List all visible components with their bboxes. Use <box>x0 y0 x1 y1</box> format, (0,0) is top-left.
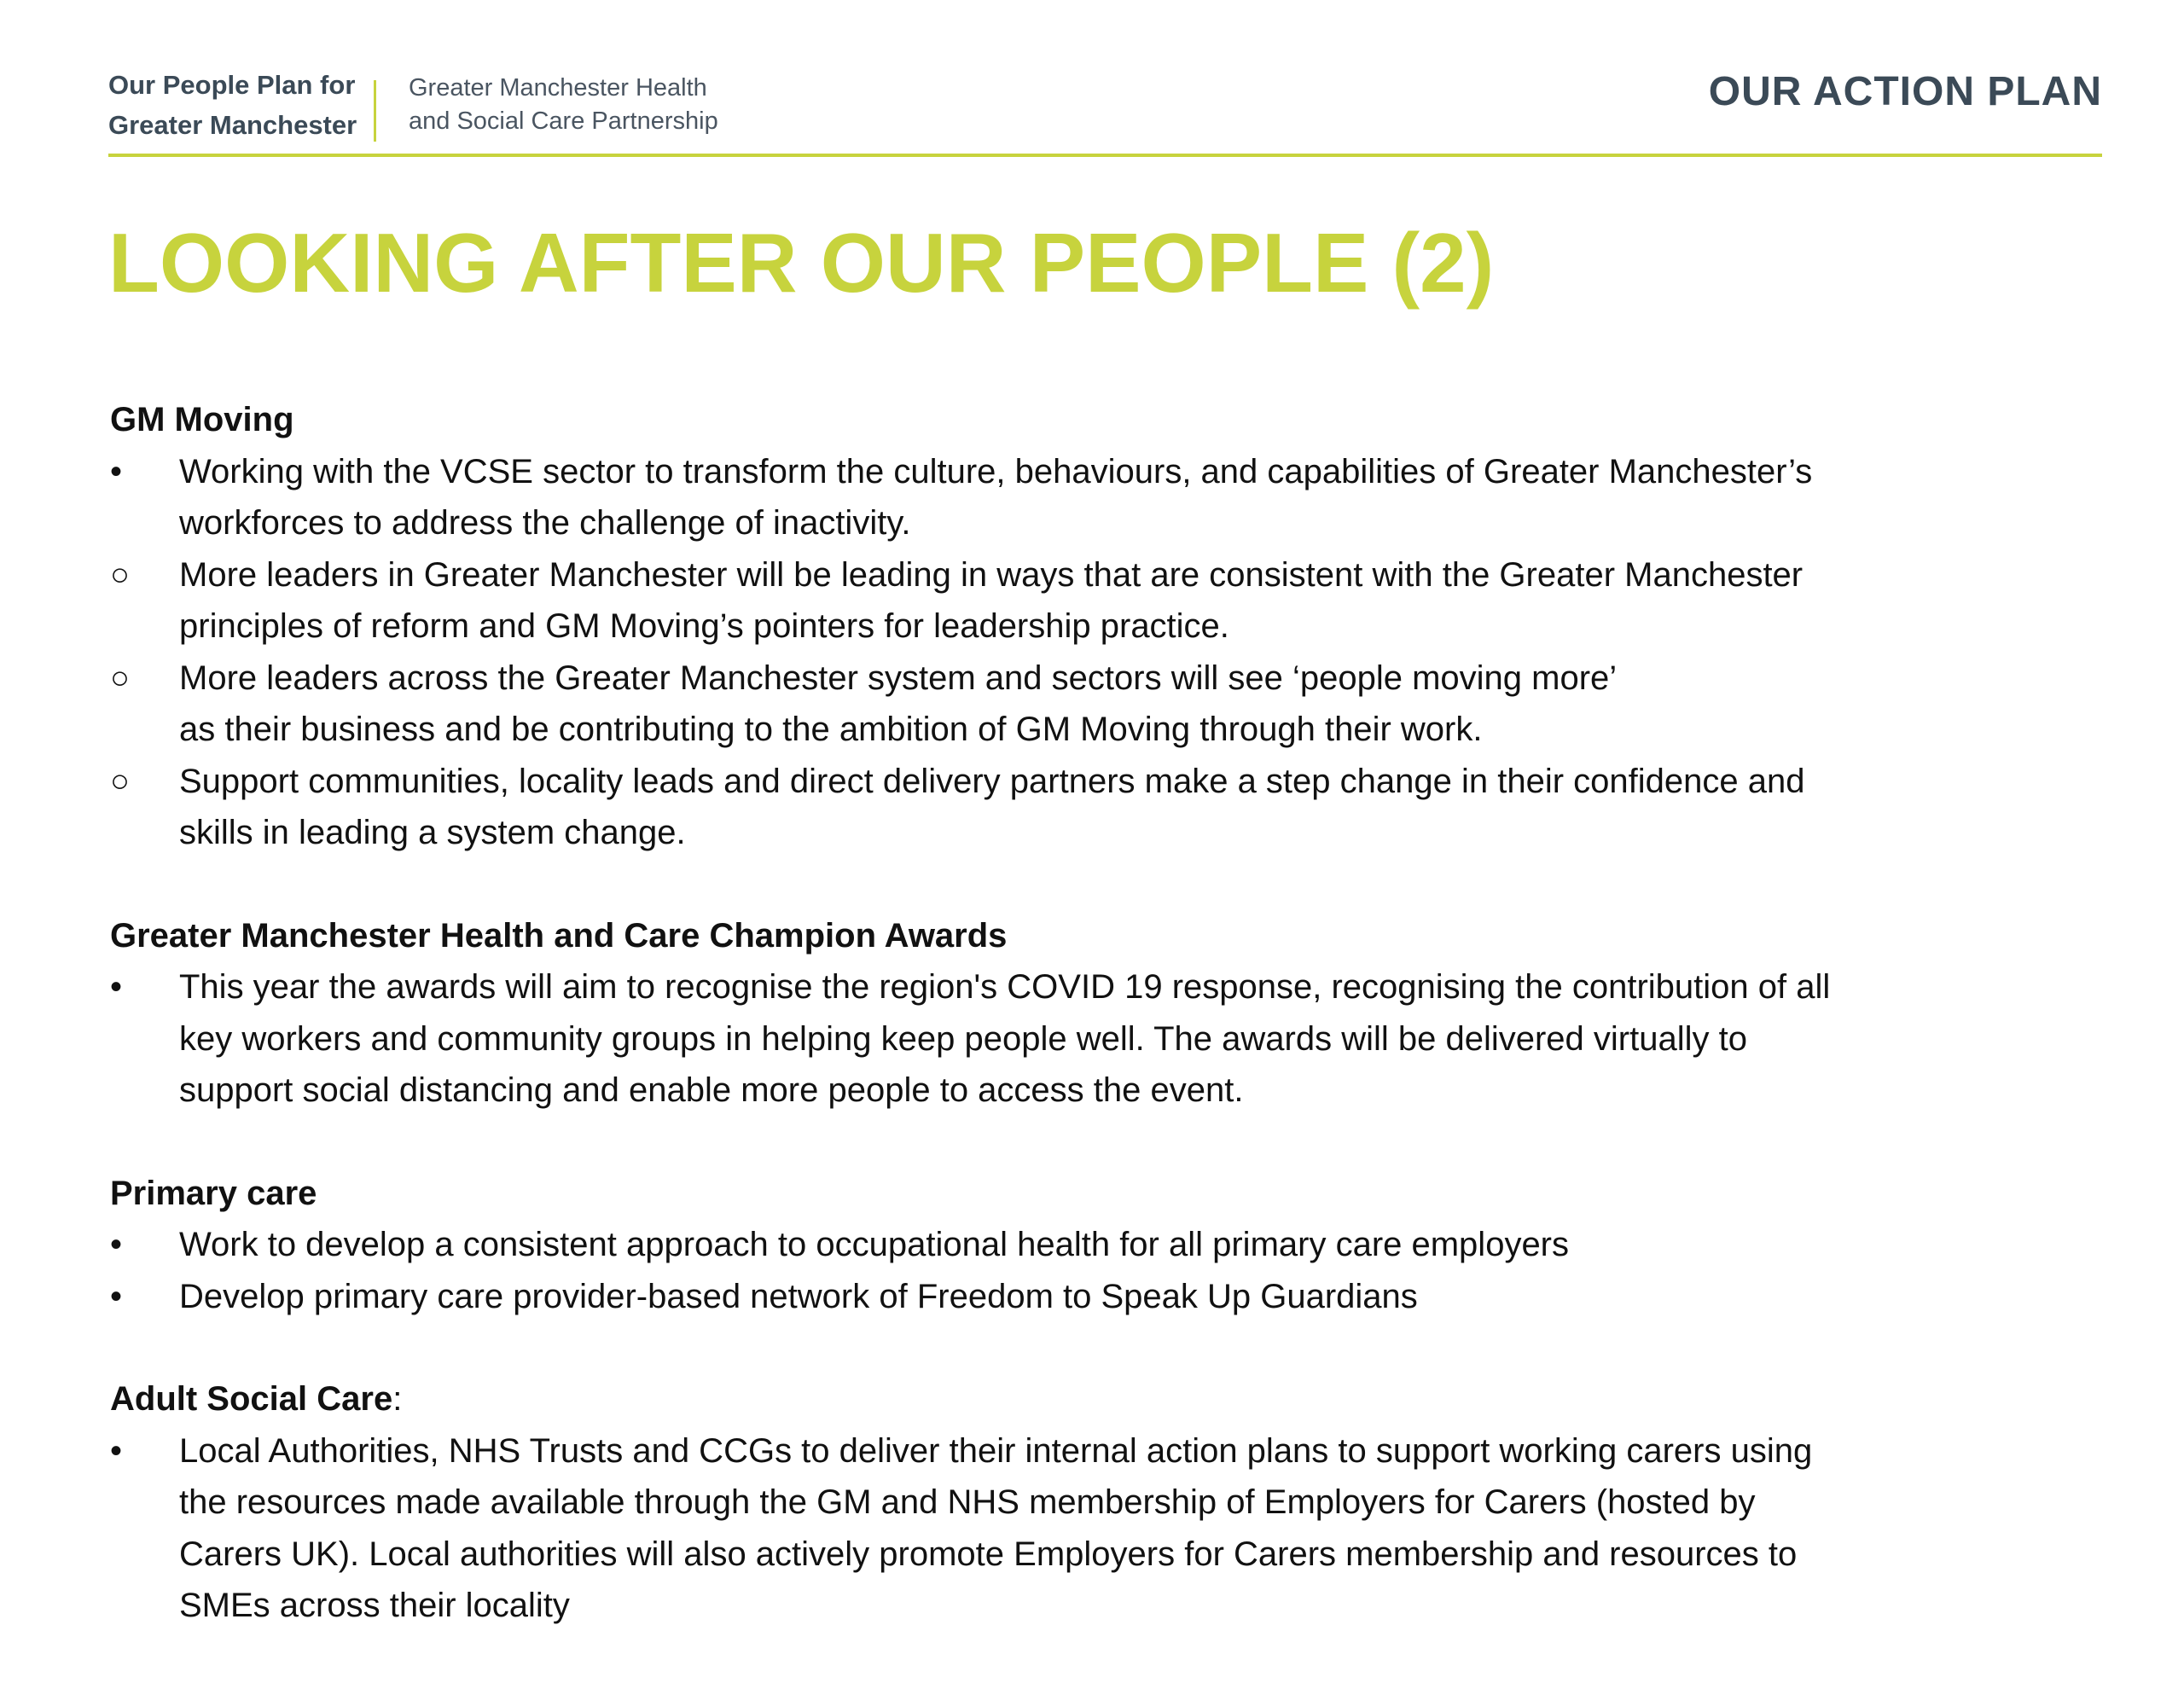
section-heading: Adult Social Care <box>110 1380 393 1418</box>
bullet-icon: • <box>110 1226 123 1263</box>
page-title: LOOKING AFTER OUR PEOPLE (2) <box>108 216 1495 310</box>
section-adult-social-care <box>110 1373 2098 1632</box>
list-item <box>110 1271 2098 1323</box>
brand-secondary <box>409 72 718 138</box>
item-line: More leaders across the Greater Manchester system and sectors will see ‘people moving more’ <box>179 659 1618 697</box>
section-primary-care <box>110 1168 2098 1323</box>
list-item <box>110 446 2098 549</box>
item-line: Carers UK). Local authorities will also actively promote Employers for Carers membership and resources to <box>179 1535 1798 1573</box>
section-heading-row <box>110 1373 2098 1425</box>
heading-suffix: : <box>392 1380 403 1418</box>
item-line: the resources made available through the GM and NHS membership of Employers for Carers (hosted by <box>179 1483 1756 1521</box>
hollow-bullet-icon: ○ <box>110 763 130 799</box>
section-heading: Primary care <box>110 1174 317 1212</box>
item-line: SMEs across their locality <box>179 1587 570 1624</box>
content <box>110 394 2098 1683</box>
item-line: workforces to address the challenge of inactivity. <box>179 504 911 542</box>
item-line: This year the awards will aim to recognise the region's COVID 19 response, recognising the contribution of all <box>179 968 1831 1006</box>
list-item <box>110 961 2098 1117</box>
list-item <box>110 549 2098 653</box>
bullet-icon: • <box>110 452 123 490</box>
brand-primary <box>108 65 357 145</box>
brand-primary-line: Greater Manchester <box>108 110 357 140</box>
list-item <box>110 1219 2098 1271</box>
item-line: More leaders in Greater Manchester will be leading in ways that are consistent with the Greater Manchester <box>179 555 1804 594</box>
list-item <box>110 653 2098 756</box>
header-rule <box>108 154 2102 157</box>
item-line: Support communities, locality leads and direct delivery partners make a step change in their confidence and <box>179 762 1805 800</box>
item-line: Develop primary care provider-based network of Freedom to Speak Up Guardians <box>179 1277 1418 1315</box>
section-heading: GM Moving <box>110 401 294 438</box>
list-item <box>110 1425 2098 1632</box>
section-champion-awards <box>110 910 2098 1117</box>
section-heading: Greater Manchester Health and Care Champion Awards <box>110 916 1008 955</box>
hollow-bullet-icon: ○ <box>110 556 130 593</box>
bullet-icon: • <box>110 1277 123 1315</box>
item-line: principles of reform and GM Moving’s pointers for leadership practice. <box>179 607 1229 645</box>
brand-primary-line: Our People Plan for <box>108 70 356 100</box>
brand-secondary-line: and Social Care Partnership <box>409 107 718 135</box>
section-gm-moving <box>110 394 2098 859</box>
hollow-bullet-icon: ○ <box>110 659 130 696</box>
section-label: OUR ACTION PLAN <box>1708 69 2102 114</box>
item-line: Work to develop a consistent approach to occupational health for all primary care employers <box>179 1226 1570 1263</box>
item-line: skills in leading a system change. <box>179 814 686 851</box>
brand-secondary-line: Greater Manchester Health <box>409 74 707 102</box>
brand-divider <box>374 80 376 142</box>
item-line: Working with the VCSE sector to transform the culture, behaviours, and capabilities of Greater Manchester’s <box>179 452 1813 490</box>
item-line: Local Authorities, NHS Trusts and CCGs to deliver their internal action plans to support working carers using <box>179 1431 1813 1470</box>
item-line: as their business and be contributing to the ambition of GM Moving through their work. <box>179 711 1483 748</box>
item-line: support social distancing and enable more people to access the event. <box>179 1071 1244 1109</box>
bullet-icon: • <box>110 968 123 1006</box>
page-header <box>108 65 2102 154</box>
item-line: key workers and community groups in helping keep people well. The awards will be delivered virtually to <box>179 1019 1747 1058</box>
bullet-icon: • <box>110 1431 123 1470</box>
list-item <box>110 756 2098 859</box>
